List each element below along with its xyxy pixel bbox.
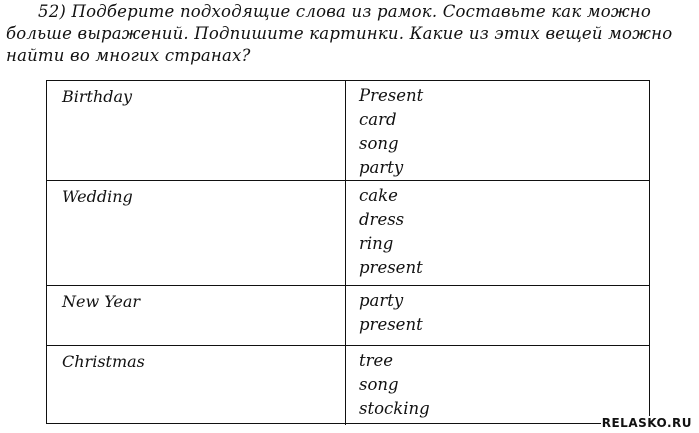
task-instructions: [6, 1, 694, 67]
word-item: card: [359, 110, 397, 129]
word-item: dress: [359, 210, 405, 229]
watermark-label: RELASKO.RU: [601, 416, 692, 430]
column-divider: [345, 181, 346, 285]
table-row-new-year: [47, 286, 649, 346]
event-cell: Wedding: [62, 187, 133, 206]
column-divider: [345, 286, 346, 345]
table-row-christmas: [47, 346, 649, 425]
table-row-wedding: [47, 181, 649, 286]
words-cell: [359, 289, 423, 337]
word-item: song: [359, 375, 399, 394]
word-item: party: [359, 158, 404, 177]
word-item: song: [359, 134, 399, 153]
column-divider: [345, 346, 346, 425]
word-item: present: [359, 315, 423, 334]
word-item: stocking: [359, 399, 430, 418]
word-table: [46, 80, 650, 424]
word-item: present: [359, 258, 423, 277]
table-row-birthday: [47, 81, 649, 181]
task-line: 52) Подберите подходящие слова из рамок. Составьте как можно: [38, 2, 652, 21]
word-item: ring: [359, 234, 394, 253]
task-line: найти во многих странах?: [6, 46, 251, 65]
word-item: party: [359, 291, 404, 310]
column-divider: [345, 81, 346, 180]
event-cell: Christmas: [62, 352, 145, 371]
words-cell: [359, 349, 430, 421]
task-line: больше выражений. Подпишите картинки. Какие из этих вещей можно: [6, 24, 673, 43]
event-cell: New Year: [62, 292, 141, 311]
words-cell: [359, 184, 423, 280]
words-cell: [359, 84, 423, 180]
word-item: tree: [359, 351, 394, 370]
word-item: cake: [359, 186, 398, 205]
event-cell: Birthday: [62, 87, 133, 106]
word-item: Present: [359, 86, 424, 105]
